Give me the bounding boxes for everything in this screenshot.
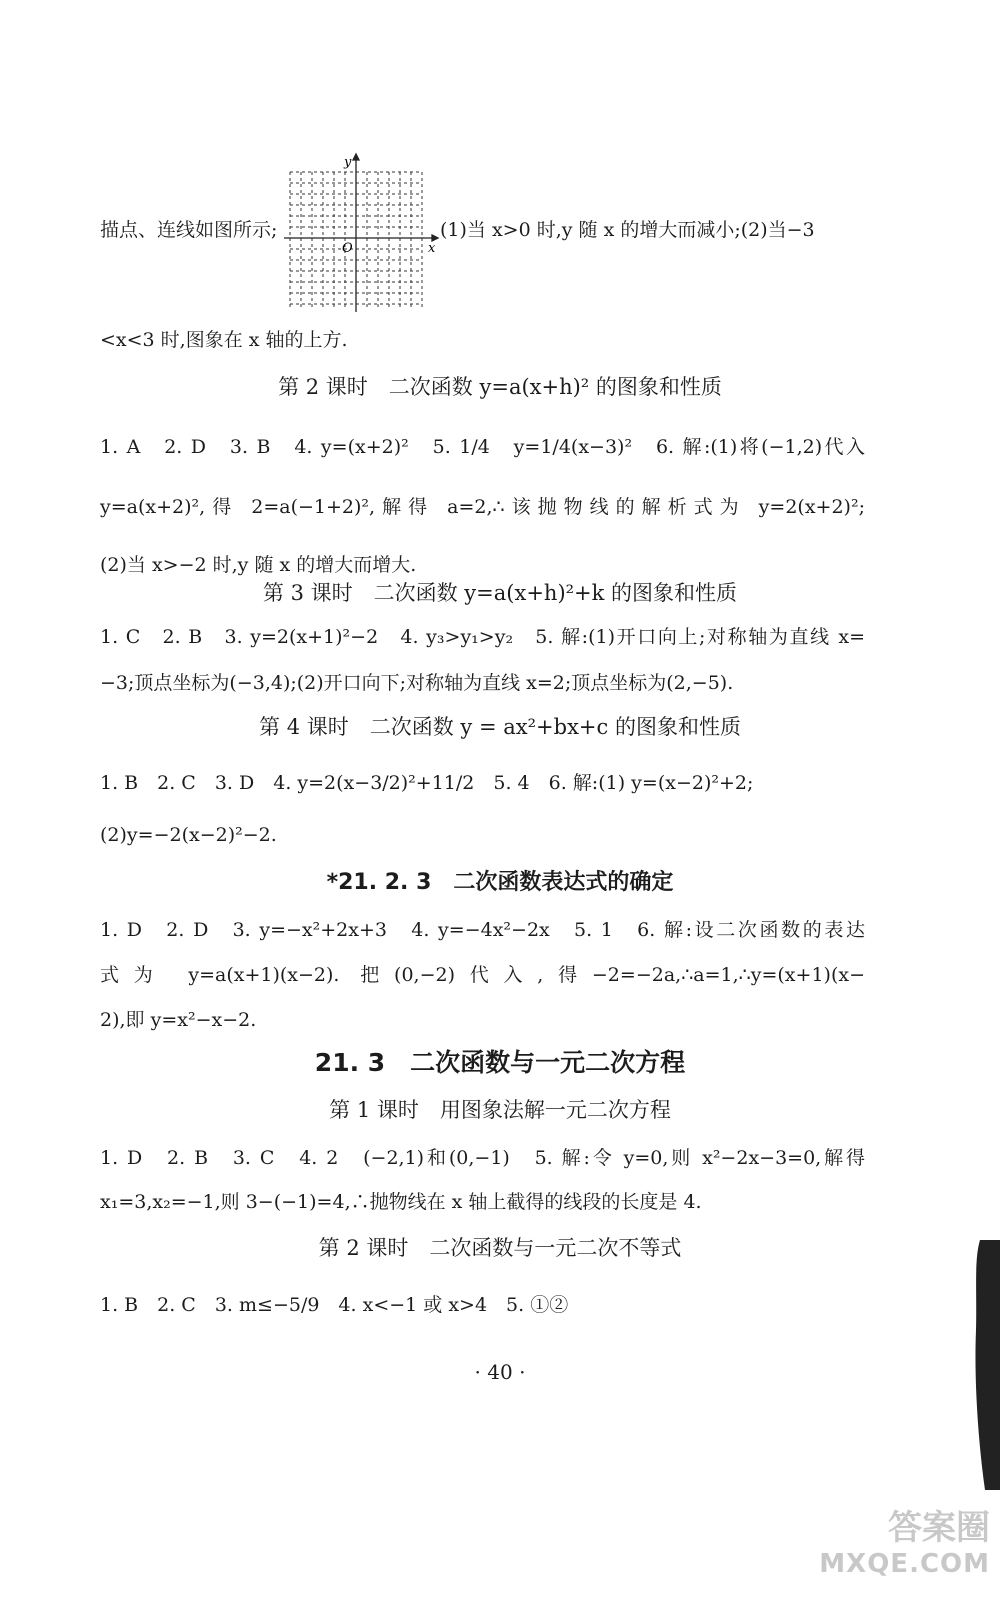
- answer-line-10: 1. D 2. D 3. y=−x²+2x+3 4. y=−4x²−2x 5. 1 6. 解:设二次函数的表达: [100, 919, 865, 941]
- answer-line-1-left: 描点、连线如图所示;: [100, 219, 278, 241]
- axes: [284, 154, 438, 312]
- answer-line-13: 1. D 2. B 3. C 4. 2 (−2,1)和(0,−1) 5. 解:令 y=0,则 x²−2x−3=0,解得: [100, 1147, 865, 1169]
- answer-line-2: <x<3 时,图象在 x 轴的上方.: [100, 329, 348, 351]
- answer-line-15: 1. B 2. C 3. m≤−5/9 4. x<−1 或 x>4 5. ①②: [100, 1294, 569, 1316]
- answer-line-8: 1. B 2. C 3. D 4. y=2(x−3/2)²+11/2 5. 4 6. 解:(1) y=(x−2)²+2;: [100, 772, 754, 794]
- watermark-logo: [819, 1510, 990, 1582]
- lesson-2-heading: 第 2 课时 二次函数 y=a(x+h)² 的图象和性质: [278, 375, 722, 399]
- watermark-text: 答案圈: [888, 1508, 990, 1548]
- lesson-4-heading: 第 4 课时 二次函数 y = ax²+bx+c 的图象和性质: [259, 715, 741, 739]
- section-21-3-heading: 21. 3 二次函数与一元二次方程: [314, 1048, 686, 1077]
- answer-line-6: 1. C 2. B 3. y=2(x+1)²−2 4. y₃>y₁>y₂ 5. 解:(1)开口向上;对称轴为直线 x=: [100, 626, 865, 648]
- coordinate-grid-figure: [282, 152, 442, 322]
- answer-line-12: 2),即 y=x²−x−2.: [100, 1009, 257, 1031]
- origin-label: O: [342, 241, 353, 256]
- answer-line-7: −3;顶点坐标为(−3,4);(2)开口向下;对称轴为直线 x=2;顶点坐标为(2,−5).: [100, 672, 734, 694]
- answer-line-3: 1. A 2. D 3. B 4. y=(x+2)² 5. 1/4 y=1/4(x−3)² 6. 解:(1)将(−1,2)代入: [100, 436, 865, 458]
- y-axis-label: y: [344, 155, 352, 170]
- y-axis-arrow: [353, 154, 359, 160]
- answer-line-14: x₁=3,x₂=−1,则 3−(−1)=4,∴抛物线在 x 轴上截得的线段的长度是 4.: [100, 1191, 702, 1213]
- lesson-2b-heading: 第 2 课时 二次函数与一元二次不等式: [318, 1236, 682, 1260]
- watermark-url: MXQE.COM: [819, 1549, 990, 1579]
- scan-edge-shadow: [960, 1240, 1000, 1490]
- lesson-3-heading: 第 3 课时 二次函数 y=a(x+h)²+k 的图象和性质: [262, 581, 738, 605]
- answer-line-5: (2)当 x>−2 时,y 随 x 的增大而增大.: [100, 554, 417, 576]
- page-number: · 40 ·: [474, 1360, 526, 1384]
- lesson-1-heading: 第 1 课时 用图象法解一元二次方程: [329, 1098, 671, 1122]
- answer-line-1-right: (1)当 x>0 时,y 随 x 的增大而减小;(2)当−3: [440, 219, 815, 241]
- section-21-2-3-heading: *21. 2. 3 二次函数表达式的确定: [326, 870, 674, 895]
- answer-line-4: y=a(x+2)²,得 2=a(−1+2)²,解得 a=2,∴该抛物线的解析式为 y=2(x+2)²;: [100, 496, 865, 518]
- answer-line-9: (2)y=−2(x−2)²−2.: [100, 824, 277, 846]
- answer-line-11: 式为 y=a(x+1)(x−2). 把(0,−2)代入,得−2=−2a,∴a=1,∴y=(x+1)(x−: [100, 964, 865, 986]
- x-axis-label: x: [428, 241, 436, 256]
- grid-svg: [282, 152, 442, 322]
